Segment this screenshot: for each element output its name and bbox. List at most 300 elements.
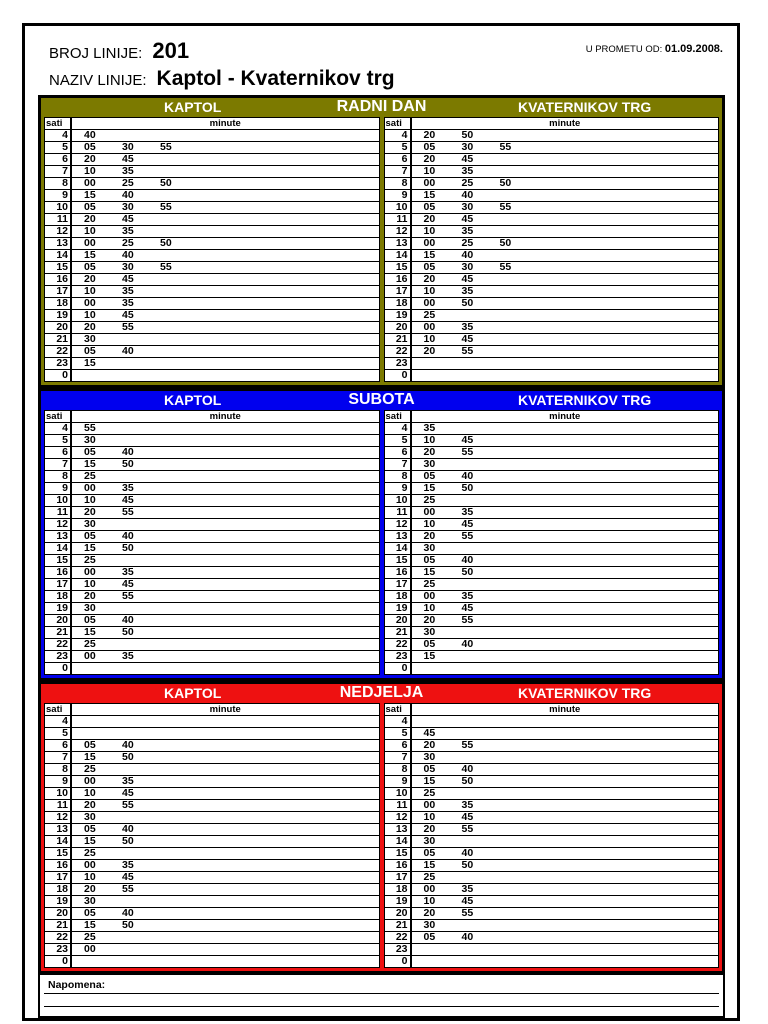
- minute-cell: 55: [160, 261, 172, 273]
- minute-cell: 30: [84, 895, 96, 907]
- minute-cell: 45: [461, 213, 474, 225]
- hour-column-header: sati: [45, 411, 72, 422]
- minute-cell: 10: [84, 787, 96, 799]
- hour-cell: 17: [385, 872, 412, 883]
- minute-cell: 50: [461, 859, 474, 871]
- minute-cell: 15: [423, 859, 436, 871]
- hour-cell: 4: [45, 423, 72, 434]
- minute-cell: 25: [122, 237, 134, 249]
- minute-cell: 15: [84, 626, 96, 638]
- hour-cell: 12: [45, 812, 72, 823]
- minute-cell: 35: [461, 225, 474, 237]
- minute-cell: 45: [461, 602, 474, 614]
- hour-cell: 18: [45, 298, 72, 309]
- right-timetable: [384, 117, 720, 382]
- hour-cell: 20: [385, 615, 412, 626]
- minute-cell: 40: [461, 249, 474, 261]
- hour-cell: 10: [45, 788, 72, 799]
- minute-cell: 00: [84, 297, 96, 309]
- hour-cell: 10: [385, 495, 412, 506]
- minute-cell: 10: [423, 333, 436, 345]
- hour-cell: 21: [45, 627, 72, 638]
- table-header-row: [45, 704, 379, 716]
- minute-cell: 50: [461, 775, 474, 787]
- minute-cell: 55: [122, 321, 134, 333]
- hour-cell: 5: [385, 728, 412, 739]
- minute-cell: 30: [122, 201, 134, 213]
- line-name-label: NAZIV LINIJE:: [49, 72, 147, 89]
- minute-cell: 40: [461, 931, 474, 943]
- minute-cell: 20: [84, 590, 96, 602]
- hour-cell: 11: [385, 800, 412, 811]
- minute-cell: 05: [84, 739, 96, 751]
- hour-cell: 22: [385, 639, 412, 650]
- timetable-page: [22, 23, 740, 1021]
- hour-cell: 10: [385, 202, 412, 213]
- hour-cell: 15: [385, 848, 412, 859]
- hour-cell: 10: [385, 788, 412, 799]
- hour-cell: 9: [45, 776, 72, 787]
- hour-cell: 4: [385, 716, 412, 727]
- hour-cell: 14: [385, 836, 412, 847]
- minute-cell: 35: [122, 650, 134, 662]
- minute-cell: 20: [84, 883, 96, 895]
- hour-cell: 14: [45, 836, 72, 847]
- minute-cell: 35: [122, 775, 134, 787]
- hour-cell: 6: [45, 740, 72, 751]
- minute-cell: 45: [122, 273, 134, 285]
- minute-cell: 00: [84, 177, 96, 189]
- table-row: [385, 663, 719, 674]
- minute-cell: 30: [461, 261, 474, 273]
- minute-cell: 10: [84, 494, 96, 506]
- hour-cell: 16: [45, 274, 72, 285]
- minute-cell: 20: [423, 153, 436, 165]
- table-row: [385, 651, 719, 663]
- minute-cell: 10: [423, 285, 436, 297]
- minute-cell: 35: [461, 883, 474, 895]
- hour-cell: 12: [385, 519, 412, 530]
- hour-cell: 4: [45, 130, 72, 141]
- minute-cell: 15: [84, 919, 96, 931]
- hour-cell: 23: [385, 944, 412, 955]
- hour-cell: 22: [45, 932, 72, 943]
- hour-cell: 23: [385, 651, 412, 662]
- hour-cell: 11: [45, 507, 72, 518]
- hour-column-header: sati: [385, 118, 412, 129]
- minute-cell: 30: [84, 602, 96, 614]
- minute-cell: 40: [461, 470, 474, 482]
- minute-cell: 30: [423, 835, 436, 847]
- hour-cell: 7: [385, 752, 412, 763]
- hour-cell: 5: [45, 435, 72, 446]
- hour-cell: 7: [45, 166, 72, 177]
- minute-cell: 30: [423, 751, 436, 763]
- hour-cell: 19: [45, 310, 72, 321]
- hour-cell: 19: [45, 896, 72, 907]
- hour-cell: 15: [45, 555, 72, 566]
- minute-cell: 05: [423, 931, 436, 943]
- hour-cell: 8: [45, 178, 72, 189]
- minute-cell: 10: [423, 165, 436, 177]
- minute-cell: 00: [84, 650, 96, 662]
- minute-cell: 25: [423, 787, 436, 799]
- minute-cell: 55: [499, 201, 512, 213]
- minute-cell: 20: [423, 273, 436, 285]
- minute-cell: 35: [461, 321, 474, 333]
- minute-cell: 10: [84, 871, 96, 883]
- minute-cell: 25: [461, 177, 474, 189]
- minute-cell: 10: [423, 602, 436, 614]
- line-name-value: Kaptol - Kvaternikov trg: [156, 67, 395, 90]
- hour-cell: 16: [45, 567, 72, 578]
- hour-cell: 0: [385, 956, 412, 967]
- minute-cell: 05: [423, 201, 436, 213]
- minute-cell: 55: [122, 590, 134, 602]
- minute-cell: 50: [160, 177, 172, 189]
- minute-cell: 05: [84, 614, 96, 626]
- minute-cell: 15: [423, 482, 436, 494]
- minute-cell: 20: [423, 739, 436, 751]
- minute-cell: 35: [122, 297, 134, 309]
- hour-cell: 16: [385, 567, 412, 578]
- minute-cell: 55: [461, 614, 474, 626]
- minute-cell: 55: [122, 799, 134, 811]
- minute-cell: 25: [84, 763, 96, 775]
- hour-cell: 13: [385, 238, 412, 249]
- hour-cell: 11: [385, 507, 412, 518]
- hour-cell: 6: [385, 447, 412, 458]
- minute-cell: 55: [461, 739, 474, 751]
- table-header-row: [385, 704, 719, 716]
- minute-cell: 55: [461, 446, 474, 458]
- minute-cell: 40: [122, 907, 134, 919]
- hour-cell: 0: [45, 370, 72, 381]
- minute-cell: 55: [122, 883, 134, 895]
- left-terminal-title: KAPTOL: [164, 685, 222, 701]
- hour-cell: 15: [45, 262, 72, 273]
- hour-cell: 4: [45, 716, 72, 727]
- minute-cell: 05: [84, 907, 96, 919]
- hour-cell: 20: [45, 615, 72, 626]
- hour-cell: 18: [45, 591, 72, 602]
- minute-cell: 35: [461, 285, 474, 297]
- minute-cell: 40: [122, 530, 134, 542]
- minute-cell: 25: [423, 578, 436, 590]
- minute-cell: 55: [461, 823, 474, 835]
- minute-cell: 10: [423, 811, 436, 823]
- hour-cell: 11: [385, 214, 412, 225]
- hour-cell: 22: [45, 346, 72, 357]
- schedule-section: [38, 681, 725, 974]
- left-terminal-title: KAPTOL: [164, 99, 222, 115]
- left-terminal-title: KAPTOL: [164, 392, 222, 408]
- hour-cell: 4: [385, 130, 412, 141]
- hour-cell: 7: [45, 459, 72, 470]
- minute-cell: 40: [122, 189, 134, 201]
- hour-cell: 7: [385, 166, 412, 177]
- minute-cell: 00: [84, 237, 96, 249]
- minute-cell: 10: [423, 434, 436, 446]
- minute-cell: 10: [84, 285, 96, 297]
- minute-cell: 30: [423, 919, 436, 931]
- minute-cell: 45: [122, 309, 134, 321]
- hour-cell: 23: [45, 651, 72, 662]
- minute-cell: 55: [160, 141, 172, 153]
- hour-cell: 21: [45, 920, 72, 931]
- hour-cell: 23: [45, 358, 72, 369]
- hour-cell: 20: [45, 322, 72, 333]
- minute-cell: 40: [122, 345, 134, 357]
- hour-cell: 19: [45, 603, 72, 614]
- minutes-column-header: minute: [209, 704, 241, 715]
- line-name-row: [49, 67, 395, 91]
- hour-cell: 6: [45, 154, 72, 165]
- minute-cell: 10: [423, 518, 436, 530]
- hour-column-header: sati: [385, 411, 412, 422]
- left-timetable: [44, 703, 380, 968]
- minute-cell: 00: [423, 237, 436, 249]
- hour-cell: 9: [385, 776, 412, 787]
- hour-cell: 16: [385, 860, 412, 871]
- hour-cell: 11: [45, 800, 72, 811]
- minute-cell: 40: [84, 129, 96, 141]
- hour-cell: 8: [45, 471, 72, 482]
- minute-cell: 30: [423, 626, 436, 638]
- minute-cell: 45: [122, 578, 134, 590]
- minute-cell: 10: [84, 309, 96, 321]
- table-row: [45, 370, 379, 381]
- hour-cell: 8: [385, 764, 412, 775]
- minute-cell: 05: [423, 638, 436, 650]
- hour-cell: 6: [385, 154, 412, 165]
- minutes-column-header: minute: [209, 118, 241, 129]
- hour-cell: 14: [45, 543, 72, 554]
- minute-cell: 00: [84, 566, 96, 578]
- hour-cell: 9: [385, 190, 412, 201]
- hour-cell: 0: [45, 663, 72, 674]
- notes-label: Napomena:: [48, 979, 106, 991]
- minute-cell: 40: [461, 189, 474, 201]
- minute-cell: 40: [461, 763, 474, 775]
- hour-cell: 16: [45, 860, 72, 871]
- hour-cell: 5: [45, 728, 72, 739]
- hour-cell: 18: [385, 298, 412, 309]
- minute-cell: 35: [461, 590, 474, 602]
- table-row: [45, 956, 379, 967]
- minute-cell: 05: [84, 201, 96, 213]
- minute-cell: 55: [160, 201, 172, 213]
- minute-cell: 35: [461, 799, 474, 811]
- hour-cell: 17: [45, 579, 72, 590]
- day-type-title: NEDJELJA: [339, 684, 424, 701]
- minute-cell: 45: [122, 871, 134, 883]
- line-number-row: [49, 38, 189, 64]
- minute-cell: 40: [461, 638, 474, 650]
- hour-cell: 8: [45, 764, 72, 775]
- hour-cell: 9: [385, 483, 412, 494]
- minute-cell: 15: [423, 249, 436, 261]
- minute-cell: 00: [423, 297, 436, 309]
- minute-cell: 15: [423, 650, 436, 662]
- minute-cell: 35: [461, 506, 474, 518]
- table-row: [385, 358, 719, 370]
- hour-column-header: sati: [45, 118, 72, 129]
- hour-cell: 16: [385, 274, 412, 285]
- minute-cell: 20: [84, 506, 96, 518]
- minute-cell: 25: [84, 638, 96, 650]
- hour-cell: 18: [45, 884, 72, 895]
- minute-cell: 50: [122, 835, 134, 847]
- hour-cell: 17: [385, 579, 412, 590]
- line-number-label: BROJ LINIJE:: [49, 45, 143, 62]
- hour-cell: 21: [45, 334, 72, 345]
- minute-cell: 05: [423, 141, 436, 153]
- minute-cell: 30: [461, 141, 474, 153]
- minute-cell: 05: [84, 141, 96, 153]
- minute-cell: 45: [122, 213, 134, 225]
- minute-cell: 50: [160, 237, 172, 249]
- hour-cell: 5: [385, 142, 412, 153]
- minute-cell: 00: [423, 799, 436, 811]
- table-row: [45, 944, 379, 956]
- hour-cell: 14: [385, 250, 412, 261]
- minute-cell: 55: [499, 261, 512, 273]
- minute-cell: 35: [122, 285, 134, 297]
- minute-cell: 55: [122, 506, 134, 518]
- day-type-title: RADNI DAN: [336, 98, 427, 115]
- in-service-date: [586, 43, 723, 55]
- hour-cell: 0: [385, 370, 412, 381]
- minute-cell: 45: [423, 727, 436, 739]
- table-row: [385, 956, 719, 967]
- minute-cell: 20: [423, 907, 436, 919]
- minute-cell: 55: [84, 422, 96, 434]
- hour-cell: 14: [385, 543, 412, 554]
- table-row: [385, 944, 719, 956]
- hour-cell: 7: [45, 752, 72, 763]
- hour-column-header: sati: [45, 704, 72, 715]
- hour-cell: 15: [45, 848, 72, 859]
- minute-cell: 30: [423, 458, 436, 470]
- minute-cell: 30: [84, 518, 96, 530]
- minute-cell: 30: [461, 201, 474, 213]
- minutes-column-header: minute: [549, 118, 581, 129]
- minute-cell: 15: [84, 249, 96, 261]
- minute-cell: 15: [84, 835, 96, 847]
- minute-cell: 50: [122, 458, 134, 470]
- hour-cell: 8: [385, 178, 412, 189]
- hour-cell: 17: [45, 286, 72, 297]
- minute-cell: 00: [423, 506, 436, 518]
- minutes-column-header: minute: [549, 704, 581, 715]
- section-header: [41, 684, 722, 702]
- minute-cell: 05: [423, 261, 436, 273]
- minute-cell: 55: [461, 907, 474, 919]
- minute-cell: 20: [423, 129, 436, 141]
- minute-cell: 20: [423, 614, 436, 626]
- right-terminal-title: KVATERNIKOV TRG: [518, 685, 652, 701]
- minute-cell: 15: [84, 189, 96, 201]
- minute-cell: 45: [461, 153, 474, 165]
- minute-cell: 25: [461, 237, 474, 249]
- minute-cell: 00: [84, 943, 96, 955]
- minute-cell: 50: [461, 566, 474, 578]
- minute-cell: 45: [122, 787, 134, 799]
- minute-cell: 35: [122, 482, 134, 494]
- right-terminal-title: KVATERNIKOV TRG: [518, 99, 652, 115]
- hour-cell: 13: [385, 824, 412, 835]
- minute-cell: 25: [84, 554, 96, 566]
- minute-cell: 20: [423, 446, 436, 458]
- minute-cell: 00: [423, 321, 436, 333]
- hour-cell: 4: [385, 423, 412, 434]
- hour-cell: 21: [385, 627, 412, 638]
- minute-cell: 05: [84, 261, 96, 273]
- in-service-value: 01.09.2008.: [664, 43, 723, 55]
- minute-cell: 50: [122, 919, 134, 931]
- hour-cell: 12: [385, 226, 412, 237]
- hour-cell: 20: [385, 908, 412, 919]
- minute-cell: 45: [122, 494, 134, 506]
- minute-cell: 05: [84, 823, 96, 835]
- hour-cell: 22: [385, 346, 412, 357]
- hour-cell: 8: [385, 471, 412, 482]
- minute-cell: 50: [499, 237, 512, 249]
- hour-cell: 11: [45, 214, 72, 225]
- minute-cell: 15: [423, 566, 436, 578]
- section-header: [41, 391, 722, 409]
- minute-cell: 35: [122, 225, 134, 237]
- hour-cell: 12: [45, 226, 72, 237]
- minute-cell: 50: [461, 297, 474, 309]
- hour-cell: 23: [45, 944, 72, 955]
- minute-cell: 30: [122, 261, 134, 273]
- minute-cell: 50: [122, 542, 134, 554]
- hour-cell: 18: [385, 591, 412, 602]
- hour-cell: 6: [45, 447, 72, 458]
- hour-cell: 21: [385, 920, 412, 931]
- right-timetable: [384, 703, 720, 968]
- minute-cell: 40: [461, 554, 474, 566]
- minute-cell: 05: [423, 763, 436, 775]
- minute-cell: 30: [84, 434, 96, 446]
- minute-cell: 05: [423, 554, 436, 566]
- minute-cell: 00: [423, 883, 436, 895]
- notes-line: [44, 1006, 719, 1007]
- hour-cell: 19: [385, 603, 412, 614]
- minute-cell: 25: [423, 871, 436, 883]
- minute-cell: 15: [423, 775, 436, 787]
- minute-cell: 40: [122, 614, 134, 626]
- minute-cell: 50: [122, 626, 134, 638]
- table-row: [385, 346, 719, 358]
- minute-cell: 40: [122, 823, 134, 835]
- minute-cell: 20: [423, 213, 436, 225]
- minute-cell: 35: [461, 165, 474, 177]
- hour-cell: 14: [45, 250, 72, 261]
- hour-cell: 23: [385, 358, 412, 369]
- minute-cell: 20: [84, 273, 96, 285]
- hour-cell: 18: [385, 884, 412, 895]
- minute-cell: 50: [122, 751, 134, 763]
- minute-cell: 25: [122, 177, 134, 189]
- hour-cell: 0: [385, 663, 412, 674]
- minute-cell: 25: [84, 470, 96, 482]
- hour-cell: 13: [45, 531, 72, 542]
- minute-cell: 25: [423, 494, 436, 506]
- minute-cell: 10: [423, 895, 436, 907]
